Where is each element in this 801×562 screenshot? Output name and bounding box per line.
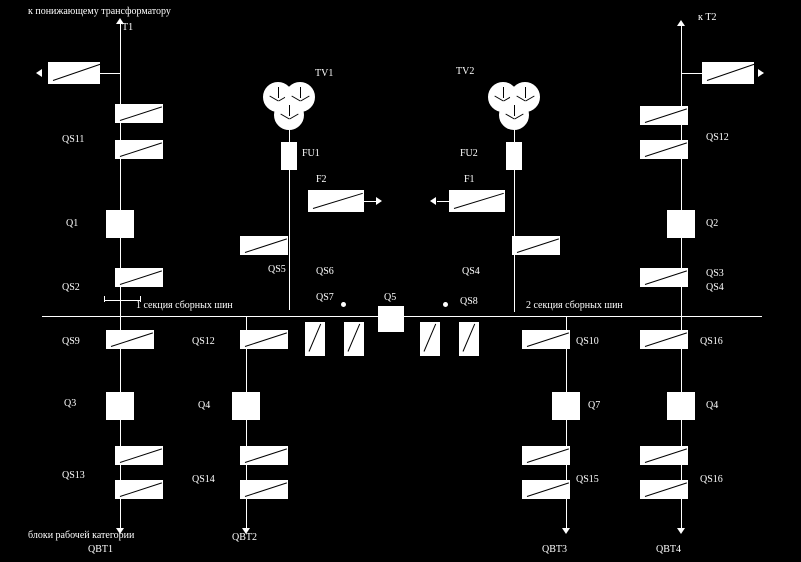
disconnector-qs15-b[interactable]: [522, 480, 570, 499]
device-f2-box: [308, 190, 364, 212]
disconnector-qs13-a[interactable]: [115, 446, 163, 465]
disconnector-qs16[interactable]: [640, 330, 688, 349]
breaker-q2[interactable]: [667, 210, 695, 238]
breaker-q1[interactable]: [106, 210, 134, 238]
fuse-fu1: [281, 142, 297, 170]
disconnector-qs11-a[interactable]: [115, 104, 163, 123]
label-qs12-right: QS12: [706, 132, 729, 143]
label-t2-box: Т2: [714, 64, 726, 75]
node-dot-left: [341, 302, 346, 307]
t2-arrow: [758, 69, 764, 77]
f2-connector: [364, 201, 376, 202]
t1-arrow: [36, 69, 42, 77]
label-q7: Q7: [588, 400, 601, 411]
label-f1: F1: [464, 174, 475, 185]
label-qs2: QS2: [62, 282, 80, 293]
label-q4: Q4: [198, 400, 211, 411]
busbar-section-2: [404, 316, 762, 317]
disconnector-qs14-b[interactable]: [240, 480, 288, 499]
label-qs16-bottom: QS16: [700, 474, 723, 485]
label-qs4-center: QS4: [462, 266, 480, 277]
label-qs6: QS6: [316, 266, 334, 277]
label-q5: Q5: [384, 292, 397, 303]
disconnector-qs16-a[interactable]: [640, 446, 688, 465]
label-q1: Q1: [66, 218, 79, 229]
label-tv1: TV1: [315, 68, 334, 79]
label-fu1: FU1: [302, 148, 320, 159]
breaker-q4[interactable]: [232, 392, 260, 420]
feeder-arrow-right: [677, 20, 685, 26]
tv1-down-line: [289, 170, 290, 310]
label-q3: Q3: [64, 398, 77, 409]
busbar-section-1: [42, 316, 390, 317]
coupler-disconnector-a[interactable]: [305, 322, 325, 356]
label-qs4: QS4: [706, 282, 724, 293]
tv2-winding-c: [499, 100, 529, 130]
fuse-fu2: [506, 142, 522, 170]
coupler-disconnector-b[interactable]: [344, 322, 364, 356]
label-f2: F2: [316, 174, 327, 185]
disconnector-qs13-b[interactable]: [115, 480, 163, 499]
label-qs3-right: QS3: [706, 268, 724, 279]
disconnector-qs15-a[interactable]: [522, 446, 570, 465]
disconnector-qs9[interactable]: [106, 330, 154, 349]
disconnector-qs14-a[interactable]: [240, 446, 288, 465]
label-q4-right: Q4: [706, 400, 719, 411]
coupler-disconnector-d[interactable]: [459, 322, 479, 356]
label-qs10-left: QS10: [576, 336, 599, 347]
label-qs16: QS16: [700, 336, 723, 347]
breaker-q4-right[interactable]: [667, 392, 695, 420]
label-qs11: QS11: [62, 134, 85, 145]
disconnector-qs4[interactable]: [640, 268, 688, 287]
label-qbt1: QBT1: [88, 544, 113, 555]
outgoing-arrow-3: [562, 528, 570, 534]
disconnector-qs16-b[interactable]: [640, 480, 688, 499]
title-left-label: к понижающему трансформатору: [28, 6, 171, 17]
breaker-q5[interactable]: [378, 306, 404, 332]
title-right-label: к Т2: [698, 12, 717, 23]
label-qs15: QS15: [576, 474, 599, 485]
label-qs5: QS5: [268, 264, 286, 275]
bottom-note-label: блоки рабочей категории: [28, 530, 135, 541]
breaker-q7[interactable]: [552, 392, 580, 420]
label-tv2: TV2: [456, 66, 475, 77]
label-qbt2: QBT2: [232, 532, 257, 543]
f1-arrow: [430, 197, 436, 205]
label-qs12: QS12: [192, 336, 215, 347]
label-bus1: 1 секция сборных шин: [136, 300, 233, 311]
device-f1-box: [449, 190, 505, 212]
disconnector-qs11-b[interactable]: [115, 140, 163, 159]
label-t1: Т1: [122, 22, 134, 33]
outgoing-arrow-4: [677, 528, 685, 534]
label-qs7: QS7: [316, 292, 334, 303]
label-t1-box: Т1: [62, 64, 74, 75]
f2-arrow: [376, 197, 382, 205]
node-dot-right: [443, 302, 448, 307]
disconnector-qs5[interactable]: [240, 236, 288, 255]
label-qbt3: QBT3: [542, 544, 567, 555]
t2-connector: [681, 73, 702, 74]
label-qs8: QS8: [460, 296, 478, 307]
disconnector-qs12-b[interactable]: [640, 140, 688, 159]
disconnector-qs6[interactable]: [512, 236, 560, 255]
label-qs9: QS9: [62, 336, 80, 347]
breaker-q3[interactable]: [106, 392, 134, 420]
transformer-t1-box: [48, 62, 100, 84]
coupler-disconnector-c[interactable]: [420, 322, 440, 356]
disconnector-qs10[interactable]: [522, 330, 570, 349]
disconnector-qs2[interactable]: [115, 268, 163, 287]
label-q2: Q2: [706, 218, 719, 229]
t1-connector: [100, 73, 120, 74]
tv1-winding-c: [274, 100, 304, 130]
transformer-t2-box: [702, 62, 754, 84]
qs2-tap-left: [104, 296, 105, 302]
disconnector-qs12[interactable]: [240, 330, 288, 349]
disconnector-qs12-a[interactable]: [640, 106, 688, 125]
label-qbt4: QBT4: [656, 544, 681, 555]
label-fu2: FU2: [460, 148, 478, 159]
label-qs13: QS13: [62, 470, 85, 481]
f1-connector: [437, 201, 449, 202]
label-bus2: 2 секция сборных шин: [526, 300, 623, 311]
qs2-tap: [104, 300, 140, 301]
label-qs14: QS14: [192, 474, 215, 485]
